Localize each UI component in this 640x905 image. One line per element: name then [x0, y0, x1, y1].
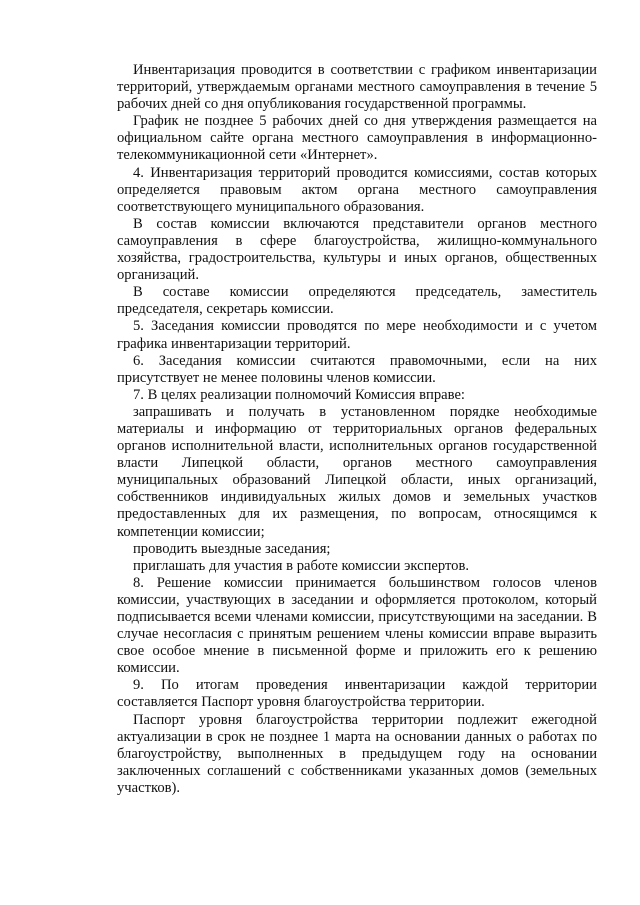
- paragraph-request-materials: запрашивать и получать в установленном порядке необходимые материалы и информацию от территориальных органов федеральных органов исполнительной власти, исполнительных органов государственной власти Липецкой области, органов местного самоуправления муниципальных образований Липецкой области, иных организаций, собственников индивидуальных жилых домов и земельных участков предоставленных для их размещения, по вопросам, относящимся к компетенции комиссии;: [117, 403, 597, 540]
- paragraph-item-7: 7. В целях реализации полномочий Комиссия вправе:: [133, 386, 465, 403]
- paragraph-item-9: 9. По итогам проведения инвентаризации каждой территории составляется Паспорт уровня благоустройства территории.: [117, 677, 597, 711]
- paragraph-inventory-schedule: Инвентаризация проводится в соответствии с графиком инвентаризации территорий, утверждаемым органами местного самоуправления в течение 5 рабочих дней со дня опубликования государственной программы.: [117, 62, 597, 113]
- paragraph-item-4: 4. Инвентаризация территорий проводится комиссиями, состав которых определяется правовым актом органа местного самоуправления соответствующего муниципального образования.: [117, 164, 597, 215]
- paragraph-field-meetings: проводить выездные заседания;: [133, 540, 331, 557]
- paragraph-item-5: 5. Заседания комиссии проводятся по мере необходимости и с учетом графика инвентаризации территорий.: [117, 318, 597, 352]
- paragraph-commission-officers: В составе комиссии определяются председатель, заместитель председателя, секретарь комиссии.: [117, 284, 597, 318]
- paragraph-passport-update: Паспорт уровня благоустройства территории подлежит ежегодной актуализации в срок не позднее 1 марта на основании данных о работах по благоустройству, выполненных в предыдущем году на основании заключенных соглашений с собственниками указанных домов (земельных участков).: [117, 711, 597, 796]
- paragraph-item-6: 6. Заседания комиссии считаются правомочными, если на них присутствует не менее половины членов комиссии.: [117, 352, 597, 386]
- paragraph-commission-members: В состав комиссии включаются представители органов местного самоуправления в сфере благоустройства, жилищно-коммунального хозяйства, градостроительства, культуры и иных органов, общественных организаций.: [117, 215, 597, 284]
- paragraph-invite-experts: приглашать для участия в работе комиссии экспертов.: [133, 557, 470, 574]
- paragraph-schedule-publication: График не позднее 5 рабочих дней со дня утверждения размещается на официальном сайте органа местного самоуправления в информационно-телекоммуникационной сети «Интернет».: [117, 113, 597, 164]
- document-body: [117, 62, 597, 797]
- paragraph-item-8: 8. Решение комиссии принимается большинством голосов членов комиссии, участвующих в заседании и оформляется протоколом, который подписывается всеми членами комиссии, присутствующими на заседании. В случае несогласия с принятым решением члены комиссии вправе выразить свое особое мнение в письменной форме и приложить его к решению комиссии.: [117, 574, 597, 677]
